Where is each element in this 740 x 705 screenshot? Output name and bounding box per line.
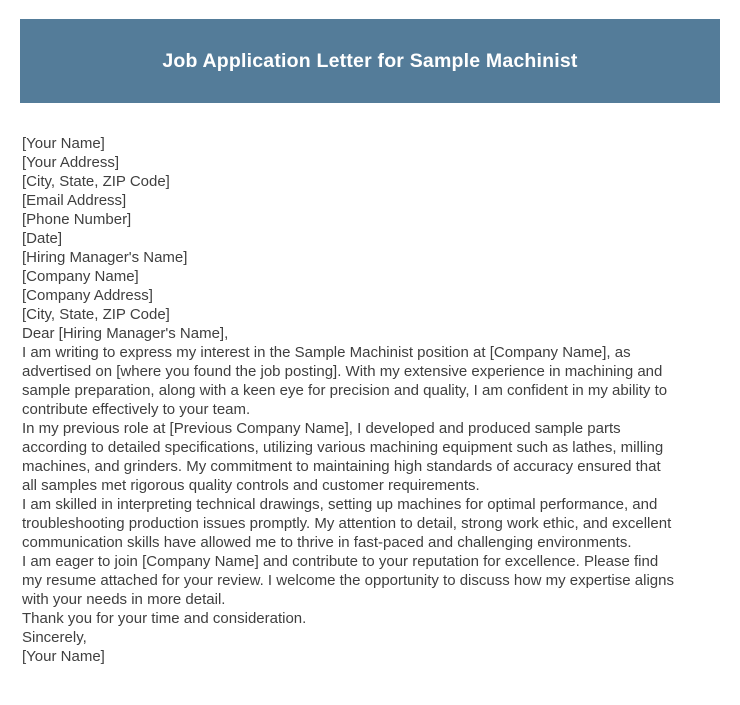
letter-line: machines, and grinders. My commitment to maintaining high standards of accuracy ensured that [22,458,661,475]
letter-line: Dear [Hiring Manager's Name], [22,325,229,342]
letter-line: In my previous role at [Previous Company Name], I developed and produced sample parts [22,420,621,437]
letter-line: [Your Name] [22,648,105,665]
letter-line: [Hiring Manager's Name] [22,249,188,266]
header-band [20,19,720,103]
letter-body [22,134,718,666]
letter-line: I am writing to express my interest in the Sample Machinist position at [Company Name], as [22,344,631,361]
letter-line: [Company Name] [22,268,139,285]
letter-line: [Phone Number] [22,211,132,228]
letter-line: advertised on [where you found the job posting]. With my extensive experience in machining and [22,363,663,380]
page [0,19,740,705]
letter-line: [City, State, ZIP Code] [22,306,170,323]
letter-line: [Your Name] [22,135,105,152]
letter-line: I am skilled in interpreting technical drawings, setting up machines for optimal performance, and [22,496,658,513]
letter-line: all samples met rigorous quality controls and customer requirements. [22,477,480,494]
letter-line: with your needs in more detail. [22,591,226,608]
letter-line: Sincerely, [22,629,87,646]
letter-line: Thank you for your time and consideration. [22,610,307,627]
letter-line: [Date] [22,230,63,247]
letter-line: my resume attached for your review. I welcome the opportunity to discuss how my expertise aligns [22,572,674,589]
letter-line: [City, State, ZIP Code] [22,173,170,190]
letter-line: according to detailed specifications, utilizing various machining equipment such as lathes, milling [22,439,664,456]
letter-line: sample preparation, along with a keen eye for precision and quality, I am confident in my ability to [22,382,668,399]
letter-line: I am eager to join [Company Name] and contribute to your reputation for excellence. Please find [22,553,659,570]
header-title: Job Application Letter for Sample Machinist [162,49,578,72]
letter-line: contribute effectively to your team. [22,401,251,418]
letter-line: troubleshooting production issues promptly. My attention to detail, strong work ethic, and excellent [22,515,672,532]
letter-line: [Company Address] [22,287,153,304]
letter-line: communication skills have allowed me to thrive in fast-paced and challenging environments. [22,534,632,551]
letter-line: [Email Address] [22,192,127,209]
letter-line: [Your Address] [22,154,120,171]
